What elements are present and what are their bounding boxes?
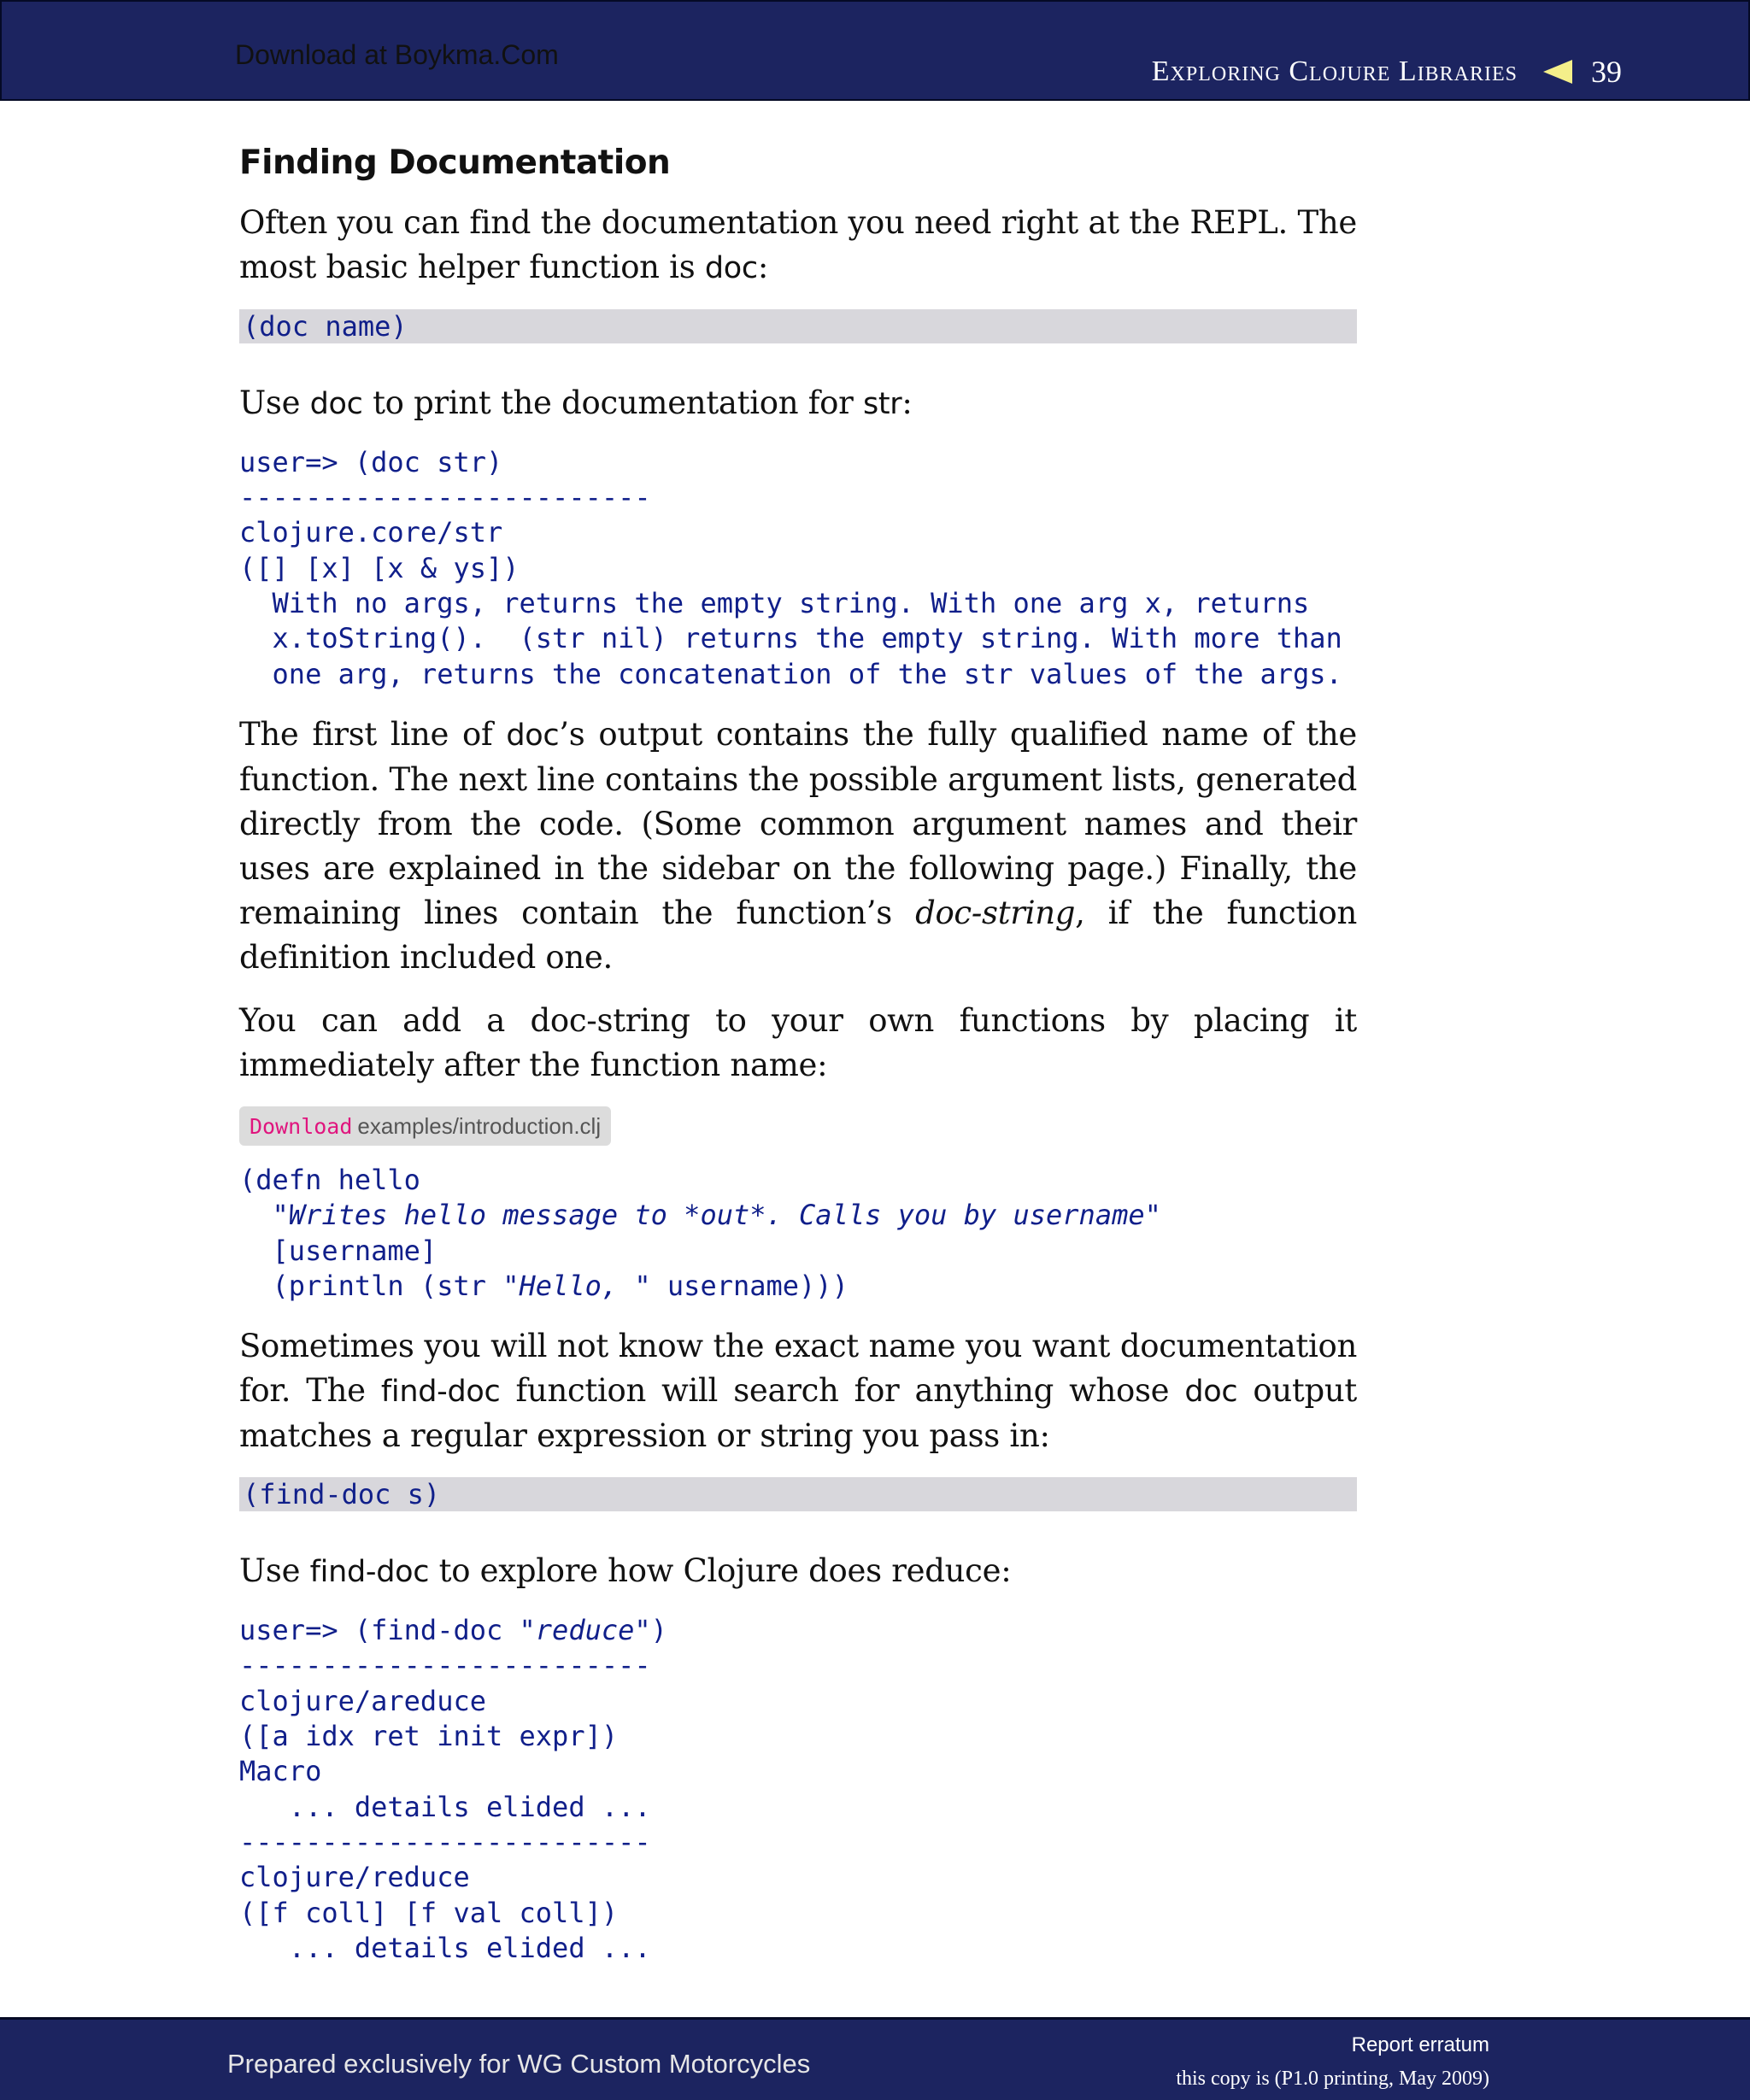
prepared-for: Prepared exclusively for WG Custom Motorcycles <box>227 2049 811 2079</box>
report-erratum-link[interactable]: Report erratum <box>1351 2033 1489 2056</box>
paragraph-add-docstring: You can add a doc-string to your own functions by placing it immediately after the function name: <box>239 1001 1357 1083</box>
download-path: examples/introduction.clj <box>357 1112 602 1139</box>
download-label: Download <box>250 1113 353 1139</box>
page-header <box>0 0 1750 101</box>
section-heading: Finding Documentation <box>239 144 671 182</box>
paragraph-intro: Often you can find the documentation you need right at the REPL. The most basic helper function is doc: <box>239 203 1357 285</box>
running-head <box>1152 56 1622 87</box>
chapter-title: Exploring Clojure Libraries <box>1151 56 1518 87</box>
inline-code-doc: doc <box>704 250 758 285</box>
repl-find-doc-reduce: user=> (find-doc "reduce") ------------------------- clojure/areduce ([a idx ret init expr]) Macro ... details elided ... ------------------------- clojure/reduce ([f coll] [f val coll]) ... details elided ... <box>239 1614 667 1964</box>
paragraph-find-doc: Sometimes you will not know the exact name you want documentation for. The find-doc function will search for anything whose doc output matches a regular expression or string you pass in: <box>239 1328 1357 1455</box>
repl-doc-str: user=> (doc str) ------------------------- clojure.core/str ([] [x] [x & ys]) With no args, returns the empty string. With one arg x, returns x.toString(). (str nil) returns the empty string. With more than one arg, returns the concatenation of the str values of the args. <box>239 445 1342 690</box>
printing-info: this copy is (P1.0 printing, May 2009) <box>1176 2068 1489 2090</box>
prev-page-arrow-icon[interactable] <box>1543 60 1572 84</box>
paragraph-use-find-doc: Use find-doc to explore how Clojure does reduce: <box>239 1552 1012 1590</box>
page-content <box>239 145 1357 1986</box>
download-link[interactable] <box>239 1106 611 1146</box>
download-note: Download at Boykma.Com <box>235 39 559 70</box>
paragraph-use-doc: Use doc to print the documentation for str: <box>239 384 913 421</box>
code-signature-find-doc: (find-doc s) <box>239 1477 1357 1511</box>
paragraph-doc-output: The first line of doc’s output contains the fully qualified name of the function. The next line contains the possible argument lists, generated directly from the code. (Some common argument names and their uses are explained in the sidebar on the following page.) Finally, the remaining lines contain the function’s doc-string, if the function definition included one. <box>239 715 1358 976</box>
code-defn-hello: (defn hello "Writes hello message to *out*. Calls you by username" [username] (println (str "Hello, " username))) <box>239 1163 1161 1302</box>
code-signature-doc: (doc name) <box>239 309 1357 343</box>
page-number: 39 <box>1591 55 1622 89</box>
page-footer <box>0 2017 1750 2100</box>
